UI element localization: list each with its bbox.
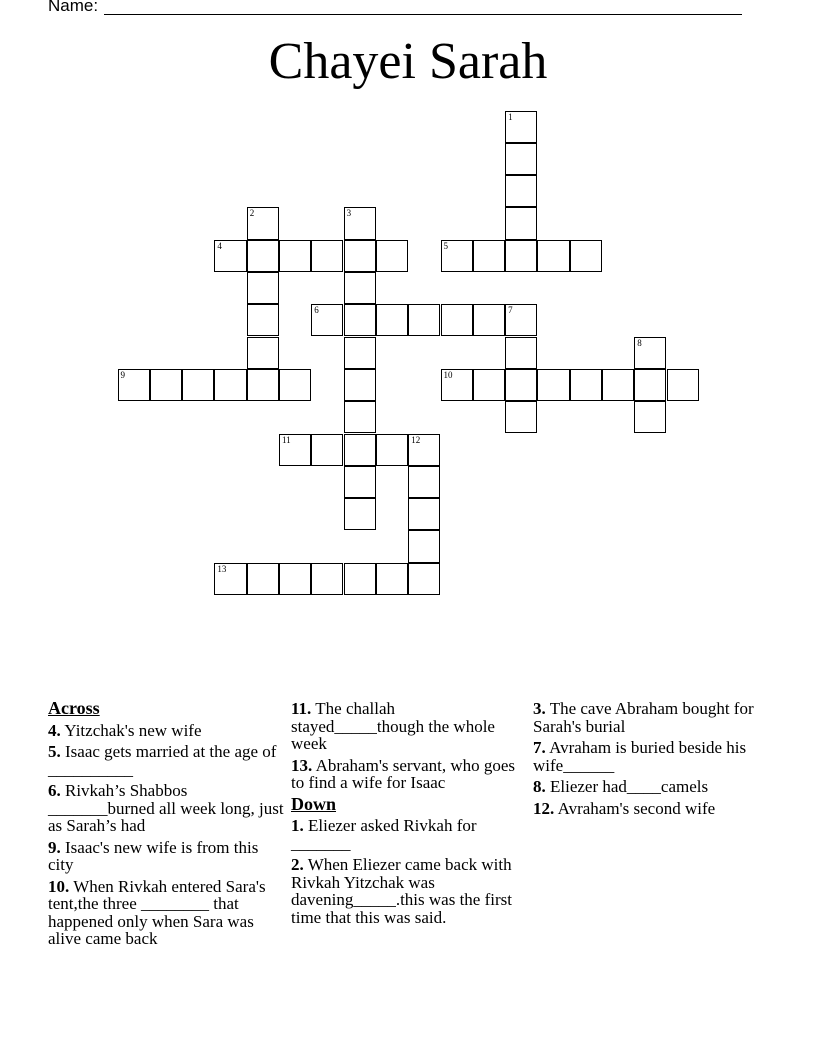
grid-cell[interactable] — [344, 337, 376, 369]
cell-number: 6 — [314, 305, 319, 316]
clue-number: 6. — [48, 781, 61, 800]
grid-cell[interactable] — [279, 434, 311, 466]
clue-down-7 — [533, 739, 773, 774]
grid-cell[interactable] — [344, 434, 376, 466]
clue-text: Avraham's second wife — [557, 798, 716, 818]
clue-down-12 — [533, 800, 773, 818]
clue-number: 7. — [533, 738, 546, 757]
grid-cell[interactable] — [247, 207, 279, 239]
cell-number: 1 — [508, 111, 513, 122]
clue-number: 10. — [48, 876, 70, 896]
grid-cell[interactable] — [376, 304, 408, 336]
clue-number: 8. — [533, 777, 546, 796]
grid-cell[interactable] — [505, 175, 537, 207]
clue-across-6 — [48, 782, 284, 835]
grid-cell[interactable] — [344, 563, 376, 595]
grid-cell[interactable] — [247, 369, 279, 401]
grid-cell[interactable] — [247, 337, 279, 369]
cell-number: 3 — [346, 208, 352, 219]
grid-cell[interactable] — [570, 240, 602, 272]
grid-cell[interactable] — [311, 304, 343, 336]
clue-text: When Rivkah entered Sara's tent,the three ________ that happened only when Sara was alive came back — [48, 876, 266, 948]
grid-cell[interactable] — [344, 369, 376, 401]
grid-cell[interactable] — [505, 369, 537, 401]
grid-cell[interactable] — [344, 401, 376, 433]
grid-cell[interactable] — [537, 369, 569, 401]
grid-cell[interactable] — [602, 369, 634, 401]
clue-number: 3. — [533, 699, 546, 718]
cell-number: 8 — [637, 337, 642, 348]
grid-cell[interactable] — [473, 240, 505, 272]
down-header: Down — [291, 793, 337, 814]
name-label: Name: — [48, 0, 99, 15]
clue-across-10 — [48, 878, 284, 948]
grid-cell[interactable] — [344, 466, 376, 498]
across-header: Across — [48, 698, 100, 718]
cell-number: 4 — [217, 240, 222, 251]
grid-cell[interactable] — [214, 240, 246, 272]
grid-cell[interactable] — [344, 240, 376, 272]
grid-cell[interactable] — [634, 401, 666, 433]
grid-cell[interactable] — [279, 563, 311, 595]
grid-cell[interactable] — [634, 369, 666, 401]
clue-number: 9. — [48, 837, 61, 857]
grid-cell[interactable] — [311, 563, 343, 595]
clue-down-2 — [291, 856, 527, 926]
grid-cell[interactable] — [344, 304, 376, 336]
grid-cell[interactable] — [376, 240, 408, 272]
clues-column-3 — [533, 700, 773, 821]
grid-cell[interactable] — [667, 369, 699, 401]
grid-cell[interactable] — [408, 466, 440, 498]
clue-number: 2. — [291, 855, 304, 874]
clue-text: Yitzchak's new wife — [64, 720, 202, 740]
grid-cell[interactable] — [505, 143, 537, 175]
cell-number: 13 — [217, 563, 227, 574]
grid-cell[interactable] — [408, 304, 440, 336]
clue-text: The cave Abraham bought for Sarah's burial — [533, 699, 754, 736]
grid-cell[interactable] — [537, 240, 569, 272]
clue-text: Eliezer asked Rivkah for _______ — [291, 816, 477, 853]
grid-cell[interactable] — [505, 111, 537, 143]
grid-cell[interactable] — [247, 563, 279, 595]
grid-cell[interactable] — [279, 240, 311, 272]
grid-cell[interactable] — [214, 563, 246, 595]
grid-cell[interactable] — [311, 240, 343, 272]
grid-cell[interactable] — [505, 304, 537, 336]
grid-cell[interactable] — [344, 272, 376, 304]
grid-cell[interactable] — [441, 369, 473, 401]
clue-down-1 — [291, 817, 527, 852]
clue-text: Eliezer had____camels — [550, 777, 709, 796]
clue-text: The challah stayed_____though the whole week — [291, 699, 495, 753]
clues-column-1 — [48, 700, 284, 952]
clue-text: When Eliezer came back with Rivkah Yitzchak was davening_____.this was the first time that this was said. — [291, 855, 512, 927]
clue-number: 5. — [48, 742, 61, 761]
clue-across-5 — [48, 743, 284, 778]
grid-cell[interactable] — [441, 240, 473, 272]
clue-down-8 — [533, 778, 773, 796]
clue-across-11 — [291, 700, 527, 753]
clue-number: 13. — [291, 755, 313, 775]
clue-text: Avraham is buried beside his wife______ — [533, 738, 747, 775]
clue-text: Isaac gets married at the age of __________ — [48, 742, 277, 779]
clue-number: 11. — [291, 699, 312, 718]
grid-cell[interactable] — [408, 498, 440, 530]
clue-number: 1. — [291, 816, 304, 835]
clue-across-4 — [48, 722, 284, 740]
cell-number: 10 — [443, 369, 453, 380]
clue-across-13 — [291, 757, 527, 792]
grid-cell[interactable] — [473, 369, 505, 401]
clue-down-3 — [533, 700, 773, 735]
grid-cell[interactable] — [118, 369, 150, 401]
grid-cell[interactable] — [311, 434, 343, 466]
clue-number: 12. — [533, 798, 555, 818]
grid-cell[interactable] — [408, 563, 440, 595]
grid-cell[interactable] — [247, 304, 279, 336]
grid-cell[interactable] — [279, 369, 311, 401]
page-title: Chayei Sarah — [268, 33, 548, 90]
clue-text: Rivkah’s Shabbos _______burned all week long, just as Sarah’s had — [48, 781, 284, 835]
grid-cell[interactable] — [634, 337, 666, 369]
grid-cell[interactable] — [441, 304, 473, 336]
grid-cell[interactable] — [150, 369, 182, 401]
clue-text: Isaac's new wife is from this city — [48, 837, 259, 874]
cell-number: 12 — [411, 434, 421, 445]
grid-cell[interactable] — [376, 434, 408, 466]
grid-cell[interactable] — [505, 207, 537, 239]
grid-cell[interactable] — [505, 401, 537, 433]
grid-cell[interactable] — [247, 272, 279, 304]
grid-cell[interactable] — [344, 207, 376, 239]
clue-number: 4. — [48, 720, 61, 740]
cell-number: 2 — [249, 208, 255, 219]
grid-cell[interactable] — [408, 530, 440, 562]
grid-cell[interactable] — [505, 337, 537, 369]
grid-cell[interactable] — [376, 563, 408, 595]
clue-text: Abraham's servant, who goes to find a wife for Isaac — [291, 755, 516, 792]
clue-across-9 — [48, 839, 284, 874]
grid-cell[interactable] — [473, 304, 505, 336]
cell-number: 11 — [282, 434, 291, 445]
grid-cell[interactable] — [214, 369, 246, 401]
cell-number: 9 — [120, 369, 125, 380]
grid-cell[interactable] — [408, 434, 440, 466]
cell-number: 5 — [443, 240, 448, 251]
grid-cell[interactable] — [182, 369, 214, 401]
grid-cell[interactable] — [505, 240, 537, 272]
grid-cell[interactable] — [247, 240, 279, 272]
clues-column-2 — [291, 700, 527, 930]
cell-number: 7 — [508, 305, 513, 316]
grid-cell[interactable] — [570, 369, 602, 401]
grid-cell[interactable] — [344, 498, 376, 530]
